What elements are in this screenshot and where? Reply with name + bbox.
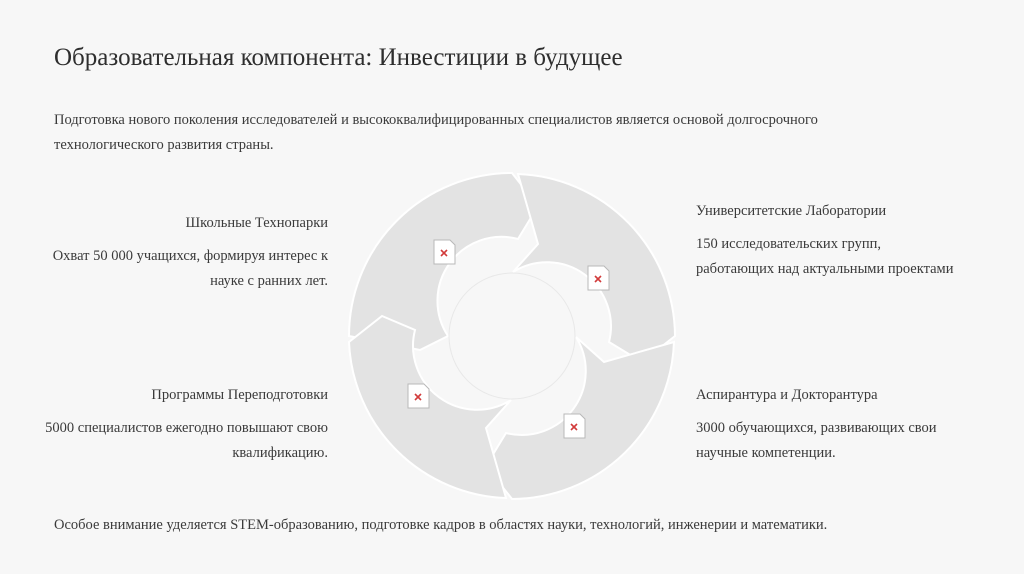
item-heading: Аспирантура и Докторантура bbox=[696, 387, 878, 403]
item-retraining-programs bbox=[28, 384, 328, 466]
item-text: Охват 50 000 учащихся, формируя интерес к науке с ранних лет. bbox=[52, 248, 328, 289]
item-heading: Школьные Технопарки bbox=[185, 215, 328, 231]
slide-title: Образовательная компонента: Инвестиции в будущее bbox=[54, 44, 623, 71]
item-heading: Университетские Лаборатории bbox=[696, 203, 887, 219]
item-text: 5000 специалистов ежегодно повышают свою квалификацию. bbox=[45, 420, 328, 461]
broken-image-icon bbox=[408, 384, 429, 408]
item-text: 150 исследовательских групп, работающих над актуальными проектами bbox=[696, 236, 954, 277]
intro-paragraph: Подготовка нового поколения исследователей и высококвалифицированных специалистов является основой долгосрочного технологического развития страны. bbox=[54, 112, 818, 153]
outro-paragraph: Особое внимание уделяется STEM-образованию, подготовке кадров в областях науки, технологий, инженерии и математики. bbox=[54, 517, 828, 533]
cycle-diagram bbox=[346, 170, 678, 502]
item-university-labs bbox=[696, 200, 956, 282]
item-heading: Программы Переподготовки bbox=[151, 387, 328, 403]
cycle-center bbox=[449, 273, 575, 399]
broken-image-icon bbox=[434, 240, 455, 264]
broken-image-icon bbox=[588, 266, 609, 290]
item-school-technoparks bbox=[28, 212, 328, 294]
broken-image-icon bbox=[564, 414, 585, 438]
item-text: 3000 обучающихся, развивающих свои научные компетенции. bbox=[696, 420, 937, 461]
item-postgraduate bbox=[696, 384, 966, 466]
